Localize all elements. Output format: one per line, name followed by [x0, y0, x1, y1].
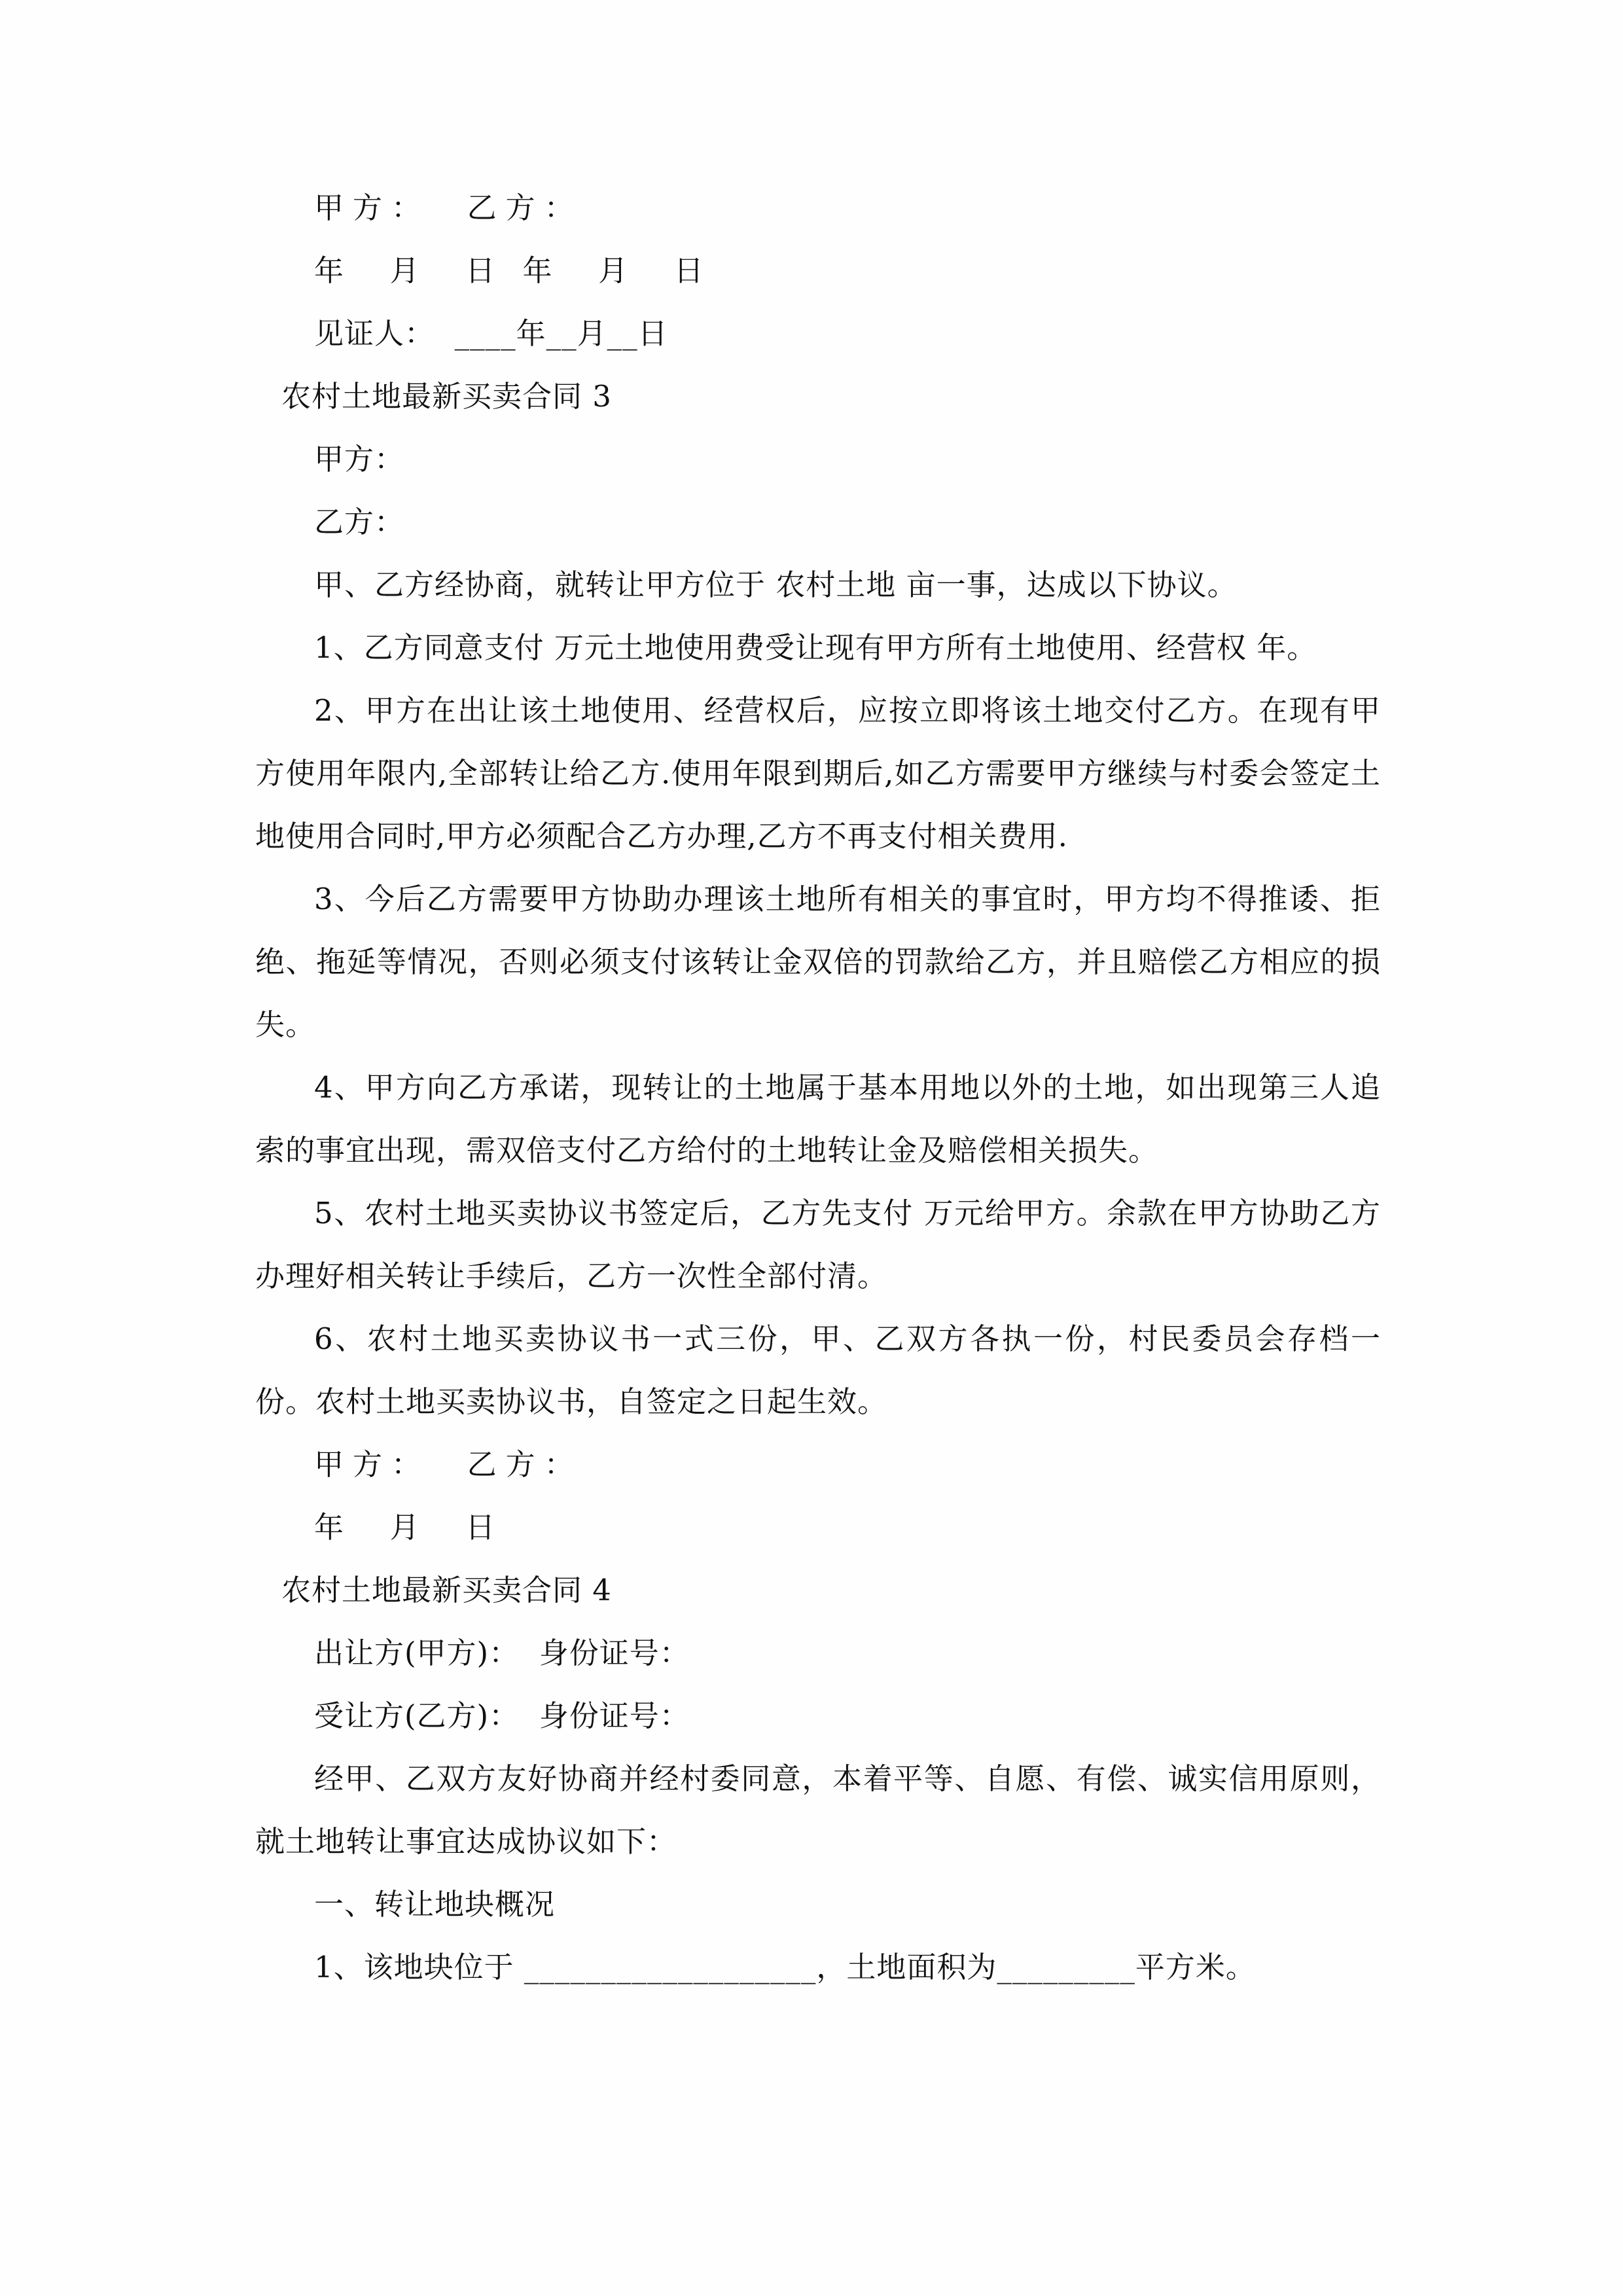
witness-line: 见证人： ____年__月__日 — [314, 316, 668, 351]
contract3-party-b: 乙方： — [314, 505, 405, 539]
section-heading-contract-4: 农村土地最新买卖合同 4 — [281, 1573, 612, 1607]
contract3-intro-paragraph: 甲、乙方经协商，就转让甲方位于 农村土地 亩一事，达成以下协议。 — [314, 567, 1238, 602]
document-body — [255, 177, 1381, 1999]
contract4-transferee: 受让方(乙方)： 身份证号： — [314, 1698, 690, 1733]
section-heading-contract-3: 农村土地最新买卖合同 3 — [281, 379, 612, 414]
contract3-clause-3: 3、今后乙方需要甲方协助办理该土地所有相关的事宜时，甲方均不得推诿、拒绝、拖延等情况，否则必须支付该转让金双倍的罚款给乙方，并且赔偿乙方相应的损失。 — [255, 882, 1381, 1042]
contract4-section-1-item-1: 1、该地块位于 ___________________，土地面积为_________平方米。 — [314, 1950, 1256, 1984]
contract4-transferor: 出让方(甲方)： 身份证号： — [314, 1636, 690, 1670]
signature-date-line-3: 年 月 日 — [314, 1510, 505, 1545]
signature-date-line-1: 年 月 日 年 月 日 — [314, 253, 713, 288]
contract3-clause-6: 6、农村土地买卖协议书一式三份，甲、乙双方各执一份，村民委员会存档一份。农村土地买卖协议书，自签定之日起生效。 — [255, 1321, 1381, 1419]
contract3-clause-5: 5、农村土地买卖协议书签定后，乙方先支付 万元给甲方。余款在甲方协助乙方办理好相关转让手续后，乙方一次性全部付清。 — [255, 1196, 1381, 1293]
signature-parties-line-3: 甲方： 乙方： — [314, 1447, 583, 1482]
contract4-section-1-title: 一、转让地块概况 — [314, 1887, 556, 1922]
contract4-intro-paragraph: 经甲、乙双方友好协商并经村委同意，本着平等、自愿、有偿、诚实信用原则，就土地转让事宜达成协议如下： — [255, 1761, 1381, 1859]
contract3-clause-1: 1、乙方同意支付 万元土地使用费受让现有甲方所有土地使用、经营权 年。 — [314, 630, 1317, 665]
contract3-clause-2: 2、甲方在出让该土地使用、经营权后，应按立即将该土地交付乙方。在现有甲方使用年限内,全部转让给乙方.使用年限到期后,如乙方需要甲方继续与村委会签定土地使用合同时,甲方必须配合乙方办理,乙方不再支付相关费用. — [255, 693, 1381, 853]
contract3-clause-4: 4、甲方向乙方承诺，现转让的土地属于基本用地以外的土地，如出现第三人追索的事宜出现，需双倍支付乙方给付的土地转让金及赔偿相关损失。 — [255, 1070, 1381, 1168]
signature-parties-line-1: 甲方： 乙方： — [314, 190, 583, 225]
contract3-party-a: 甲方： — [314, 442, 405, 476]
